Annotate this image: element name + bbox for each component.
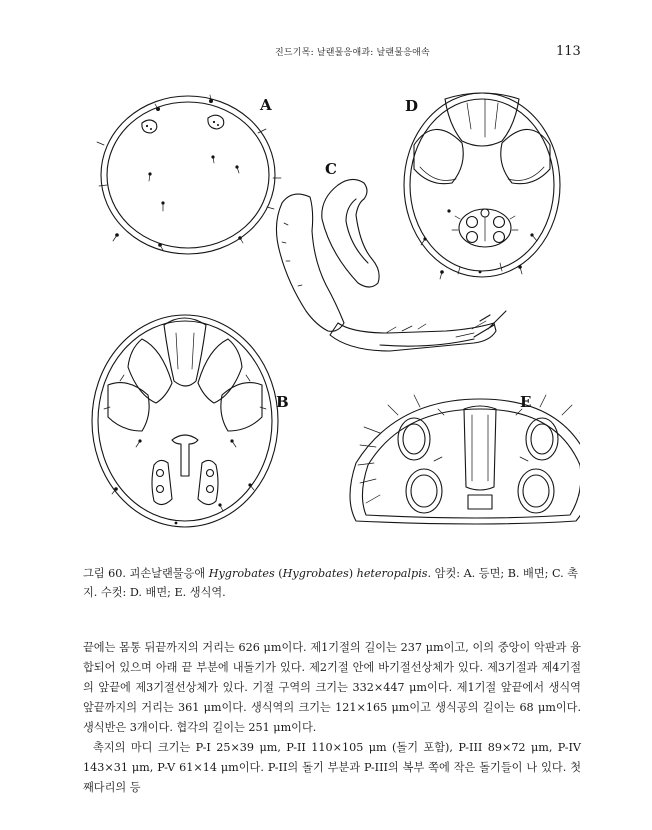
caption-suffix: . 암컷: A. 등면; B. 배면; C. 촉지. 수컷: D. 배면; E. 생식역.: [83, 567, 579, 599]
panel-label-a: A: [260, 96, 272, 114]
page-number: 113: [556, 44, 581, 59]
panel-b-drawing: [92, 315, 289, 527]
panel-label-d: D: [405, 97, 419, 115]
body-paragraph-2: 촉지의 마디 크기는 P-I 25×39 μm, P-II 110×105 μm (돌기 포함), P-III 89×72 μm, P-IV 143×31 μm, P-V 61×14 μm이다. P-II의 돌기 부분과 P-III의 복부 쪽에 작은 돌기들이 나 있다. 첫째다리의 등: [83, 741, 581, 794]
panel-e-drawing: [350, 393, 580, 524]
figure-caption: 그림 60. 괴손날랜물응애 Hygrobates (Hygrobates) heteropalpis. 암컷: A. 등면; B. 배면; C. 촉지. 수컷: D. 배면; E. 생식역.: [83, 567, 579, 599]
body-text: [83, 638, 581, 798]
figure-plate: [80, 85, 580, 555]
caption-subgenus: Hygrobates: [282, 567, 349, 580]
body-paragraph-1: 끝에는 몸통 뒤끝까지의 거리는 626 μm이다. 제1기절의 길이는 237 μm이고, 이의 중앙이 악판과 융합되어 있으며 아래 끝 부분에 내돌기가 있다. 제2기절 안에 바기절선상체가 있다. 제3기절과 제4기절의 앞끝에 제3기절선상체가 있다. 기절 구역의 크기는 332×447 μm이다. 제1기절 앞끝에서 생식역 앞끝까지의 거리는 361 μm이다. 생식역의 크기는 121×165 μm이고 생식공의 길이는 68 μm이다. 생식반은 3개이다. 협각의 길이는 251 μm이다.: [83, 641, 581, 734]
panel-c-drawing: [276, 160, 506, 351]
panel-a-drawing: [97, 95, 281, 254]
running-head: [0, 44, 652, 60]
running-title: 진드기목: 날랜물응애과: 날랜물응애속: [275, 48, 430, 58]
caption-epithet: heteropalpis: [356, 567, 428, 580]
panel-label-e: E: [520, 393, 532, 411]
figure-plate-drawing: [80, 85, 580, 555]
caption-prefix: 그림 60. 괴손날랜물응애: [83, 567, 209, 580]
caption-genus: Hygrobates: [208, 567, 275, 580]
panel-label-c: C: [325, 160, 337, 178]
panel-d-drawing: [404, 93, 560, 279]
panel-label-b: B: [276, 393, 289, 411]
